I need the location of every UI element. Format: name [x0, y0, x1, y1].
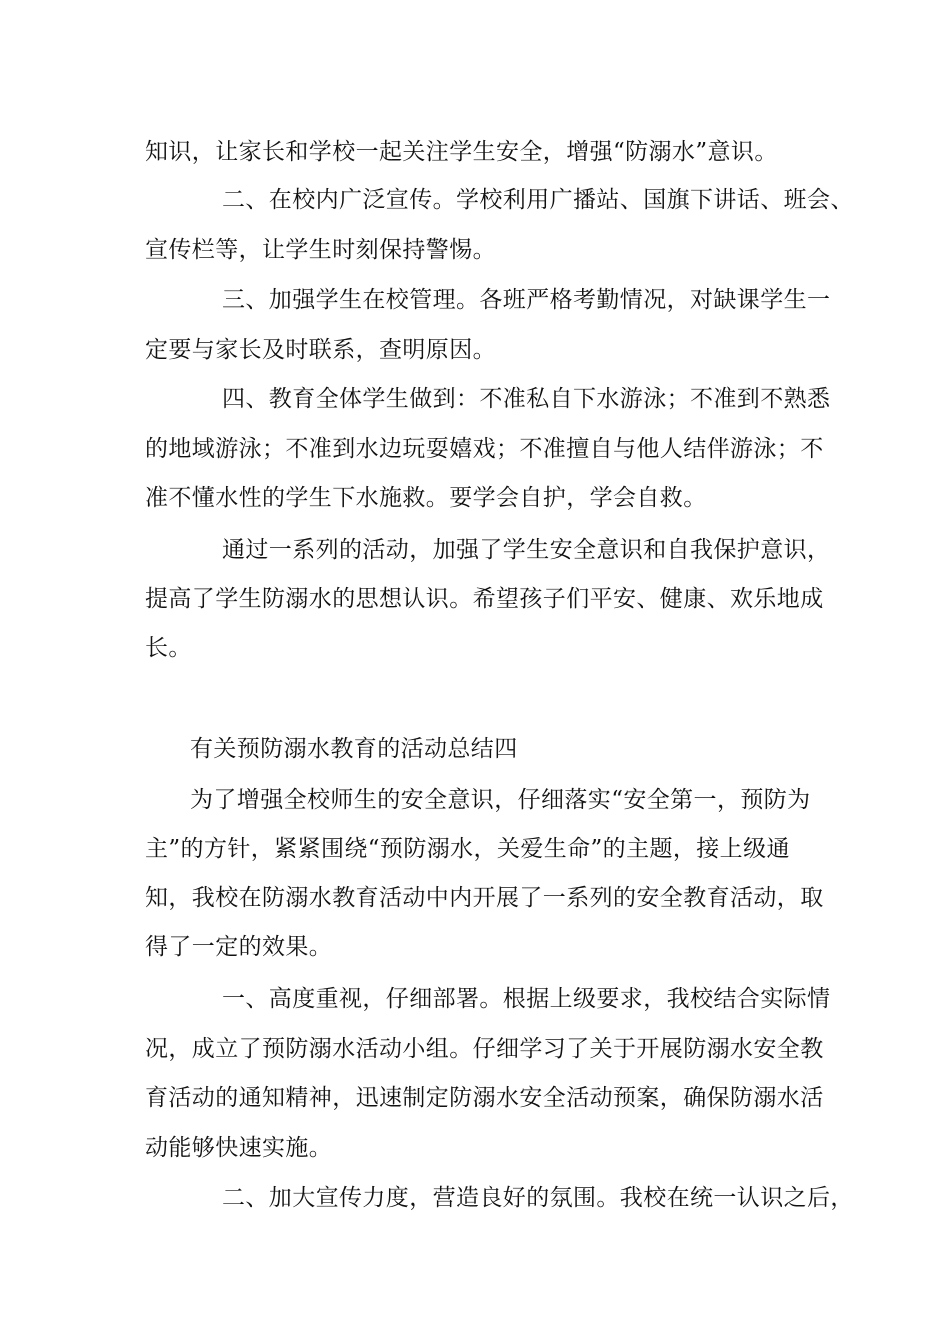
text-line: 的地域游泳；不准到水边玩耍嬉戏；不准擅自与他人结伴游泳；不	[145, 436, 824, 462]
text-line: 主”的方针，紧紧围绕“预防溺水，关爱生命”的主题，接上级通	[145, 836, 790, 862]
section-heading: 有关预防溺水教育的活动总结四	[190, 736, 518, 762]
text-line: 动能够快速实施。	[145, 1135, 333, 1161]
text-line: 定要与家长及时联系，查明原因。	[145, 337, 496, 363]
text-line: 为了增强全校师生的安全意识，仔细落实“安全第一，预防为	[190, 787, 811, 813]
text-line: 三、加强学生在校管理。各班严格考勤情况，对缺课学生一	[222, 287, 831, 313]
text-line: 况，成立了预防溺水活动小组。仔细学习了关于开展防溺水安全教	[145, 1036, 824, 1062]
text-line: 二、加大宣传力度，营造良好的氛围。我校在统一认识之后，	[222, 1185, 854, 1211]
text-line: 知，我校在防溺水教育活动中内开展了一系列的安全教育活动，取	[145, 885, 824, 911]
text-line: 宣传栏等，让学生时刻保持警惕。	[145, 237, 496, 263]
text-line: 准不懂水性的学生下水施救。要学会自护，学会自救。	[145, 485, 707, 511]
text-line: 四、教育全体学生做到：不准私自下水游泳；不准到不熟悉	[222, 386, 831, 412]
text-line: 二、在校内广泛宣传。学校利用广播站、国旗下讲话、班会、	[222, 187, 854, 213]
text-line: 通过一系列的活动，加强了学生安全意识和自我保护意识，	[222, 537, 831, 563]
text-line: 知识，让家长和学校一起关注学生安全，增强“防溺水”意识。	[145, 139, 778, 165]
text-line: 长。	[145, 635, 192, 661]
text-line: 育活动的通知精神，迅速制定防溺水安全活动预案，确保防溺水活	[145, 1085, 824, 1111]
text-line: 一、高度重视，仔细部署。根据上级要求，我校结合实际情	[222, 986, 831, 1012]
text-line: 提高了学生防溺水的思想认识。希望孩子们平安、健康、欢乐地成	[145, 586, 824, 612]
text-line: 得了一定的效果。	[145, 934, 333, 960]
